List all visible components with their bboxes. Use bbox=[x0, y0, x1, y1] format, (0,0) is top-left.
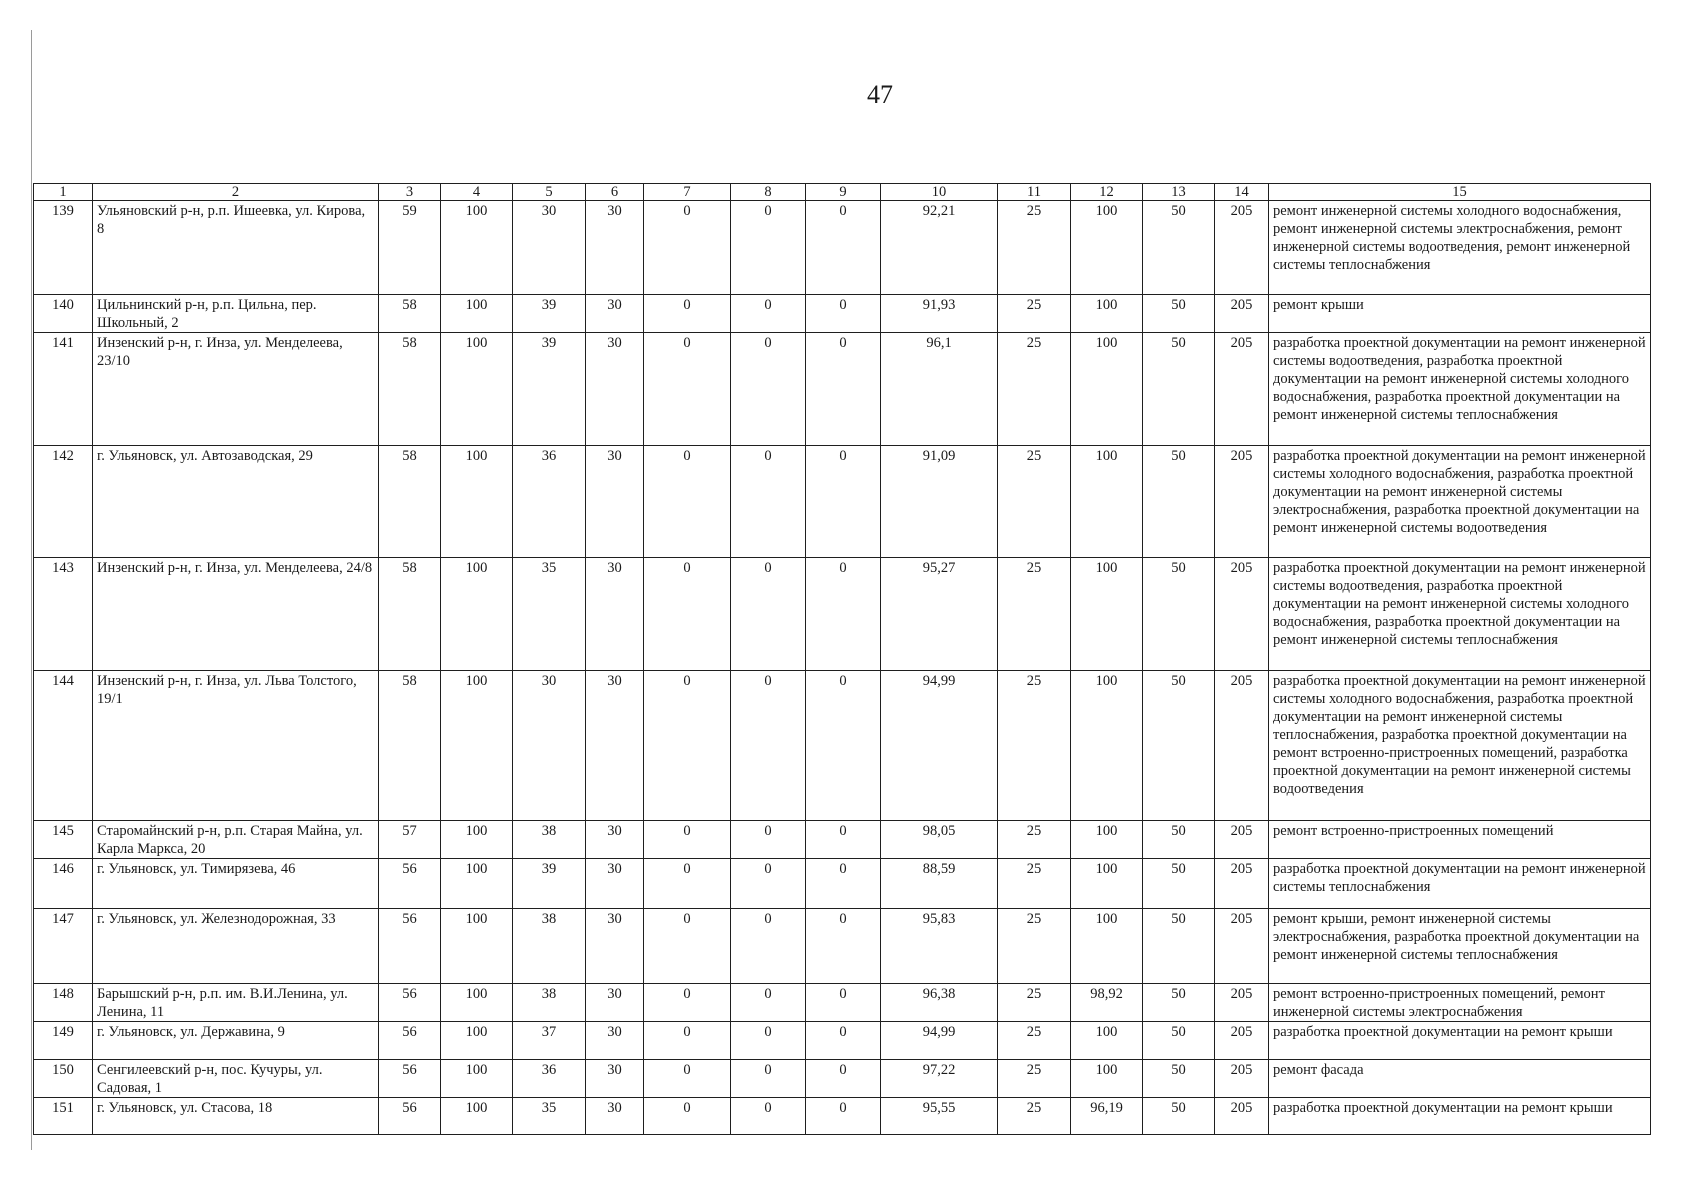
col-12-cell: 98,92 bbox=[1071, 984, 1143, 1022]
col-14-cell: 205 bbox=[1215, 295, 1269, 333]
col-3-cell: 56 bbox=[379, 984, 441, 1022]
col-4-cell: 100 bbox=[441, 671, 513, 821]
work-description-cell: разработка проектной документации на ремонт инженерной системы теплоснабжения bbox=[1269, 859, 1651, 909]
col-13-cell: 50 bbox=[1143, 909, 1215, 984]
data-table bbox=[33, 183, 1651, 1135]
work-description-cell: разработка проектной документации на ремонт инженерной системы водоотведения, разработка проектной документации на ремонт инженерной системы холодного водоснабжения, разработка проектной документации на ремонт инженерной системы теплоснабжения bbox=[1269, 558, 1651, 671]
col-14-cell: 205 bbox=[1215, 446, 1269, 558]
col-9-cell: 0 bbox=[806, 295, 881, 333]
col-11-cell: 25 bbox=[998, 909, 1071, 984]
work-description-cell: ремонт крыши bbox=[1269, 295, 1651, 333]
col-3-cell: 56 bbox=[379, 1022, 441, 1060]
table-row bbox=[34, 671, 1651, 821]
row-number-cell: 151 bbox=[34, 1098, 93, 1135]
work-description-cell: ремонт встроенно-пристроенных помещений, ремонт инженерной системы электроснабжения bbox=[1269, 984, 1651, 1022]
col-10-cell: 94,99 bbox=[881, 1022, 998, 1060]
col-3-cell: 56 bbox=[379, 1060, 441, 1098]
col-8-cell: 0 bbox=[731, 671, 806, 821]
col-5-cell: 36 bbox=[513, 1060, 586, 1098]
col-13-cell: 50 bbox=[1143, 984, 1215, 1022]
col-9-cell: 0 bbox=[806, 1098, 881, 1135]
col-3-cell: 58 bbox=[379, 295, 441, 333]
col-6-cell: 30 bbox=[586, 1098, 644, 1135]
address-cell: Ульяновский р-н, р.п. Ишеевка, ул. Кирова, 8 bbox=[93, 201, 379, 295]
col-11-cell: 25 bbox=[998, 446, 1071, 558]
col-11-cell: 25 bbox=[998, 558, 1071, 671]
col-14-cell: 205 bbox=[1215, 671, 1269, 821]
col-6-cell: 30 bbox=[586, 446, 644, 558]
col-7-cell: 0 bbox=[644, 558, 731, 671]
col-7-cell: 0 bbox=[644, 671, 731, 821]
col-8-cell: 0 bbox=[731, 558, 806, 671]
work-description-cell: разработка проектной документации на ремонт инженерной системы холодного водоснабжения, разработка проектной документации на ремонт инженерной системы электроснабжения, разработка проектной документации на ремонт инженерной системы водоотведения bbox=[1269, 446, 1651, 558]
col-3-cell: 56 bbox=[379, 909, 441, 984]
table-row bbox=[34, 1098, 1651, 1135]
col-6-cell: 30 bbox=[586, 333, 644, 446]
col-14-cell: 205 bbox=[1215, 1060, 1269, 1098]
col-8-cell: 0 bbox=[731, 909, 806, 984]
col-12-cell: 100 bbox=[1071, 295, 1143, 333]
address-cell: Старомайнский р-н, р.п. Старая Майна, ул. Карла Маркса, 20 bbox=[93, 821, 379, 859]
column-number: 10 bbox=[881, 184, 998, 201]
col-9-cell: 0 bbox=[806, 821, 881, 859]
col-11-cell: 25 bbox=[998, 984, 1071, 1022]
col-7-cell: 0 bbox=[644, 909, 731, 984]
address-cell: г. Ульяновск, ул. Автозаводская, 29 bbox=[93, 446, 379, 558]
col-13-cell: 50 bbox=[1143, 1098, 1215, 1135]
col-13-cell: 50 bbox=[1143, 333, 1215, 446]
column-number: 12 bbox=[1071, 184, 1143, 201]
col-11-cell: 25 bbox=[998, 859, 1071, 909]
column-number: 7 bbox=[644, 184, 731, 201]
work-description-cell: ремонт крыши, ремонт инженерной системы электроснабжения, разработка проектной документации на ремонт инженерной системы теплоснабжения bbox=[1269, 909, 1651, 984]
address-cell: Цильнинский р-н, р.п. Цильна, пер. Школьный, 2 bbox=[93, 295, 379, 333]
col-10-cell: 91,09 bbox=[881, 446, 998, 558]
col-3-cell: 56 bbox=[379, 859, 441, 909]
col-11-cell: 25 bbox=[998, 295, 1071, 333]
col-7-cell: 0 bbox=[644, 821, 731, 859]
col-10-cell: 96,1 bbox=[881, 333, 998, 446]
col-9-cell: 0 bbox=[806, 1060, 881, 1098]
col-12-cell: 96,19 bbox=[1071, 1098, 1143, 1135]
col-3-cell: 56 bbox=[379, 1098, 441, 1135]
address-cell: г. Ульяновск, ул. Железнодорожная, 33 bbox=[93, 909, 379, 984]
col-13-cell: 50 bbox=[1143, 295, 1215, 333]
col-7-cell: 0 bbox=[644, 984, 731, 1022]
work-description-cell: разработка проектной документации на ремонт крыши bbox=[1269, 1098, 1651, 1135]
col-4-cell: 100 bbox=[441, 558, 513, 671]
col-11-cell: 25 bbox=[998, 821, 1071, 859]
col-3-cell: 58 bbox=[379, 446, 441, 558]
col-4-cell: 100 bbox=[441, 821, 513, 859]
col-5-cell: 39 bbox=[513, 333, 586, 446]
work-description-cell: разработка проектной документации на ремонт инженерной системы холодного водоснабжения, разработка проектной документации на ремонт инженерной системы теплоснабжения, разработка проектной документации на ремонт встроенно-пристроенных помещений, разработка проектной документации на ремонт инженерной системы водоотведения bbox=[1269, 671, 1651, 821]
col-9-cell: 0 bbox=[806, 333, 881, 446]
col-4-cell: 100 bbox=[441, 859, 513, 909]
col-14-cell: 205 bbox=[1215, 821, 1269, 859]
col-13-cell: 50 bbox=[1143, 201, 1215, 295]
col-4-cell: 100 bbox=[441, 984, 513, 1022]
col-9-cell: 0 bbox=[806, 859, 881, 909]
row-number-cell: 145 bbox=[34, 821, 93, 859]
column-number: 13 bbox=[1143, 184, 1215, 201]
col-5-cell: 39 bbox=[513, 295, 586, 333]
col-8-cell: 0 bbox=[731, 295, 806, 333]
col-6-cell: 30 bbox=[586, 909, 644, 984]
col-6-cell: 30 bbox=[586, 558, 644, 671]
col-8-cell: 0 bbox=[731, 859, 806, 909]
col-7-cell: 0 bbox=[644, 1060, 731, 1098]
row-number-cell: 149 bbox=[34, 1022, 93, 1060]
col-7-cell: 0 bbox=[644, 201, 731, 295]
col-8-cell: 0 bbox=[731, 446, 806, 558]
col-14-cell: 205 bbox=[1215, 909, 1269, 984]
address-cell: Инзенский р-н, г. Инза, ул. Менделеева, 24/8 bbox=[93, 558, 379, 671]
table-row bbox=[34, 1022, 1651, 1060]
work-description-cell: ремонт встроенно-пристроенных помещений bbox=[1269, 821, 1651, 859]
table-row bbox=[34, 295, 1651, 333]
table-body bbox=[34, 201, 1651, 1135]
address-cell: Инзенский р-н, г. Инза, ул. Льва Толстого, 19/1 bbox=[93, 671, 379, 821]
col-11-cell: 25 bbox=[998, 1098, 1071, 1135]
col-4-cell: 100 bbox=[441, 909, 513, 984]
col-6-cell: 30 bbox=[586, 859, 644, 909]
col-8-cell: 0 bbox=[731, 1098, 806, 1135]
table-row bbox=[34, 558, 1651, 671]
col-9-cell: 0 bbox=[806, 446, 881, 558]
col-9-cell: 0 bbox=[806, 558, 881, 671]
col-11-cell: 25 bbox=[998, 1022, 1071, 1060]
row-number-cell: 142 bbox=[34, 446, 93, 558]
col-10-cell: 96,38 bbox=[881, 984, 998, 1022]
column-number: 5 bbox=[513, 184, 586, 201]
address-cell: Барышский р-н, р.п. им. В.И.Ленина, ул. Ленина, 11 bbox=[93, 984, 379, 1022]
column-number: 11 bbox=[998, 184, 1071, 201]
col-5-cell: 30 bbox=[513, 671, 586, 821]
col-10-cell: 98,05 bbox=[881, 821, 998, 859]
col-5-cell: 38 bbox=[513, 909, 586, 984]
work-description-cell: разработка проектной документации на ремонт крыши bbox=[1269, 1022, 1651, 1060]
col-12-cell: 100 bbox=[1071, 821, 1143, 859]
col-6-cell: 30 bbox=[586, 821, 644, 859]
col-4-cell: 100 bbox=[441, 201, 513, 295]
col-13-cell: 50 bbox=[1143, 671, 1215, 821]
col-8-cell: 0 bbox=[731, 1060, 806, 1098]
col-8-cell: 0 bbox=[731, 821, 806, 859]
col-5-cell: 35 bbox=[513, 1098, 586, 1135]
col-3-cell: 58 bbox=[379, 671, 441, 821]
col-6-cell: 30 bbox=[586, 1022, 644, 1060]
col-6-cell: 30 bbox=[586, 295, 644, 333]
col-5-cell: 36 bbox=[513, 446, 586, 558]
col-11-cell: 25 bbox=[998, 333, 1071, 446]
col-8-cell: 0 bbox=[731, 201, 806, 295]
col-13-cell: 50 bbox=[1143, 1060, 1215, 1098]
row-number-cell: 148 bbox=[34, 984, 93, 1022]
col-12-cell: 100 bbox=[1071, 446, 1143, 558]
col-10-cell: 95,83 bbox=[881, 909, 998, 984]
col-3-cell: 58 bbox=[379, 558, 441, 671]
page-edge-line bbox=[31, 30, 32, 1150]
table-row bbox=[34, 333, 1651, 446]
col-11-cell: 25 bbox=[998, 671, 1071, 821]
work-description-cell: ремонт инженерной системы холодного водоснабжения, ремонт инженерной системы электроснабжения, ремонт инженерной системы водоотведения, ремонт инженерной системы теплоснабжения bbox=[1269, 201, 1651, 295]
column-number: 3 bbox=[379, 184, 441, 201]
col-12-cell: 100 bbox=[1071, 1060, 1143, 1098]
table-row bbox=[34, 1060, 1651, 1098]
col-13-cell: 50 bbox=[1143, 446, 1215, 558]
column-number: 6 bbox=[586, 184, 644, 201]
col-4-cell: 100 bbox=[441, 446, 513, 558]
row-number-cell: 147 bbox=[34, 909, 93, 984]
col-6-cell: 30 bbox=[586, 1060, 644, 1098]
work-description-cell: разработка проектной документации на ремонт инженерной системы водоотведения, разработка проектной документации на ремонт инженерной системы холодного водоснабжения, разработка проектной документации на ремонт инженерной системы теплоснабжения bbox=[1269, 333, 1651, 446]
col-14-cell: 205 bbox=[1215, 984, 1269, 1022]
col-14-cell: 205 bbox=[1215, 201, 1269, 295]
col-9-cell: 0 bbox=[806, 671, 881, 821]
col-3-cell: 59 bbox=[379, 201, 441, 295]
col-8-cell: 0 bbox=[731, 1022, 806, 1060]
col-10-cell: 95,27 bbox=[881, 558, 998, 671]
column-number: 4 bbox=[441, 184, 513, 201]
col-10-cell: 95,55 bbox=[881, 1098, 998, 1135]
table-row bbox=[34, 201, 1651, 295]
col-10-cell: 88,59 bbox=[881, 859, 998, 909]
col-13-cell: 50 bbox=[1143, 1022, 1215, 1060]
col-10-cell: 92,21 bbox=[881, 201, 998, 295]
col-5-cell: 37 bbox=[513, 1022, 586, 1060]
col-7-cell: 0 bbox=[644, 1098, 731, 1135]
col-8-cell: 0 bbox=[731, 333, 806, 446]
col-9-cell: 0 bbox=[806, 1022, 881, 1060]
col-13-cell: 50 bbox=[1143, 821, 1215, 859]
col-9-cell: 0 bbox=[806, 984, 881, 1022]
col-7-cell: 0 bbox=[644, 295, 731, 333]
address-cell: г. Ульяновск, ул. Державина, 9 bbox=[93, 1022, 379, 1060]
col-12-cell: 100 bbox=[1071, 558, 1143, 671]
col-14-cell: 205 bbox=[1215, 1098, 1269, 1135]
address-cell: Сенгилеевский р-н, пос. Кучуры, ул. Садовая, 1 bbox=[93, 1060, 379, 1098]
col-4-cell: 100 bbox=[441, 333, 513, 446]
col-8-cell: 0 bbox=[731, 984, 806, 1022]
col-7-cell: 0 bbox=[644, 859, 731, 909]
col-10-cell: 94,99 bbox=[881, 671, 998, 821]
table-row bbox=[34, 909, 1651, 984]
column-number-row bbox=[34, 184, 1651, 201]
address-cell: г. Ульяновск, ул. Стасова, 18 bbox=[93, 1098, 379, 1135]
col-12-cell: 100 bbox=[1071, 333, 1143, 446]
col-5-cell: 30 bbox=[513, 201, 586, 295]
col-14-cell: 205 bbox=[1215, 558, 1269, 671]
col-7-cell: 0 bbox=[644, 1022, 731, 1060]
table-row bbox=[34, 446, 1651, 558]
col-4-cell: 100 bbox=[441, 1098, 513, 1135]
table-row bbox=[34, 984, 1651, 1022]
col-4-cell: 100 bbox=[441, 295, 513, 333]
col-6-cell: 30 bbox=[586, 984, 644, 1022]
col-5-cell: 39 bbox=[513, 859, 586, 909]
col-14-cell: 205 bbox=[1215, 859, 1269, 909]
row-number-cell: 150 bbox=[34, 1060, 93, 1098]
col-12-cell: 100 bbox=[1071, 671, 1143, 821]
col-12-cell: 100 bbox=[1071, 1022, 1143, 1060]
row-number-cell: 143 bbox=[34, 558, 93, 671]
col-5-cell: 38 bbox=[513, 821, 586, 859]
col-12-cell: 100 bbox=[1071, 859, 1143, 909]
col-6-cell: 30 bbox=[586, 201, 644, 295]
col-3-cell: 57 bbox=[379, 821, 441, 859]
col-13-cell: 50 bbox=[1143, 859, 1215, 909]
col-12-cell: 100 bbox=[1071, 201, 1143, 295]
col-14-cell: 205 bbox=[1215, 1022, 1269, 1060]
row-number-cell: 144 bbox=[34, 671, 93, 821]
col-11-cell: 25 bbox=[998, 201, 1071, 295]
row-number-cell: 139 bbox=[34, 201, 93, 295]
column-number: 1 bbox=[34, 184, 93, 201]
col-10-cell: 91,93 bbox=[881, 295, 998, 333]
col-9-cell: 0 bbox=[806, 909, 881, 984]
col-14-cell: 205 bbox=[1215, 333, 1269, 446]
address-cell: Инзенский р-н, г. Инза, ул. Менделеева, 23/10 bbox=[93, 333, 379, 446]
address-cell: г. Ульяновск, ул. Тимирязева, 46 bbox=[93, 859, 379, 909]
row-number-cell: 141 bbox=[34, 333, 93, 446]
col-4-cell: 100 bbox=[441, 1060, 513, 1098]
column-number: 8 bbox=[731, 184, 806, 201]
column-number: 14 bbox=[1215, 184, 1269, 201]
col-10-cell: 97,22 bbox=[881, 1060, 998, 1098]
col-12-cell: 100 bbox=[1071, 909, 1143, 984]
table-row bbox=[34, 859, 1651, 909]
table-row bbox=[34, 821, 1651, 859]
page-number: 47 bbox=[867, 80, 893, 109]
col-5-cell: 35 bbox=[513, 558, 586, 671]
column-number: 9 bbox=[806, 184, 881, 201]
work-description-cell: ремонт фасада bbox=[1269, 1060, 1651, 1098]
col-7-cell: 0 bbox=[644, 446, 731, 558]
column-number: 2 bbox=[93, 184, 379, 201]
row-number-cell: 146 bbox=[34, 859, 93, 909]
col-9-cell: 0 bbox=[806, 201, 881, 295]
col-13-cell: 50 bbox=[1143, 558, 1215, 671]
col-6-cell: 30 bbox=[586, 671, 644, 821]
row-number-cell: 140 bbox=[34, 295, 93, 333]
col-4-cell: 100 bbox=[441, 1022, 513, 1060]
col-7-cell: 0 bbox=[644, 333, 731, 446]
col-3-cell: 58 bbox=[379, 333, 441, 446]
col-11-cell: 25 bbox=[998, 1060, 1071, 1098]
col-5-cell: 38 bbox=[513, 984, 586, 1022]
column-number: 15 bbox=[1269, 184, 1651, 201]
